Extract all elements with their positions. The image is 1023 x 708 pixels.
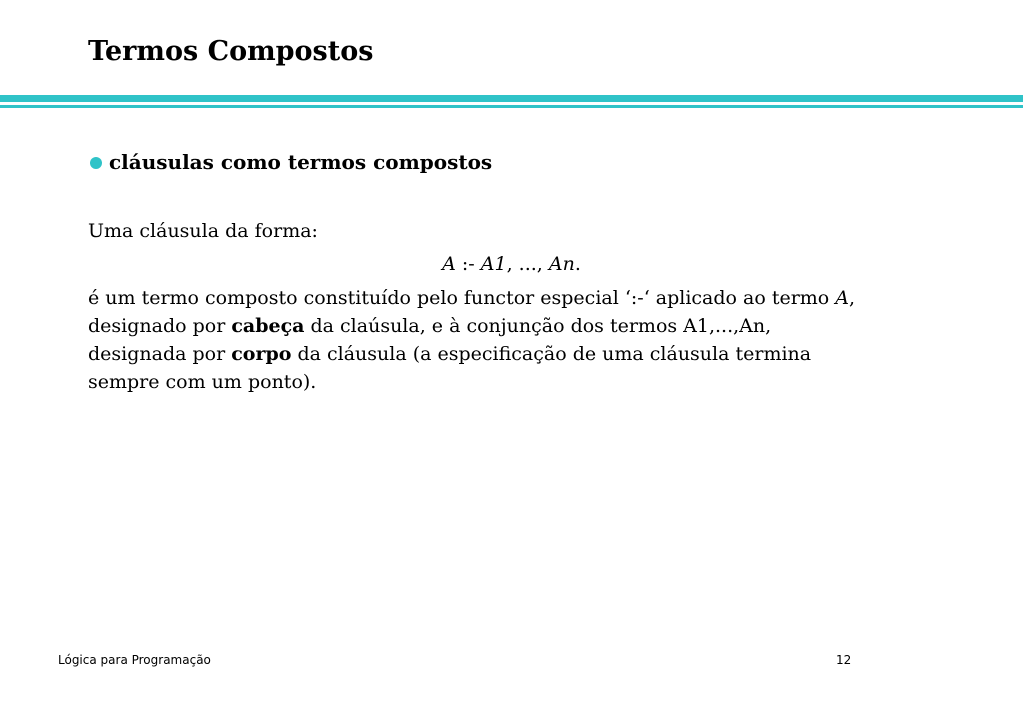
title-divider-thin [0,105,1023,108]
paragraph-line-1: é um termo composto constituído pelo functor especial ‘:-‘ aplicado ao termo A, [88,287,856,309]
title-divider-thick [0,95,1023,102]
bullet-dot-icon [90,157,102,169]
formula-first-goal: A1 [480,253,507,275]
bullet-item [90,150,492,174]
paragraph-line-3: designada por corpo da cláusula (a especificação de uma cláusula termina [88,343,812,365]
footer-course-name: Lógica para Programação [58,653,211,667]
formula-terminator: . [574,253,581,275]
formula-neck: :- [455,253,481,275]
paragraph-line-2: designado por cabeça da claúsula, e à conjunção dos termos A1,...,An, [88,315,772,337]
slide-title: Termos Compostos [88,36,374,67]
formula-last-goal: An [548,253,575,275]
paragraph-line-4: sempre com um ponto). [88,371,317,393]
clause-formula [0,250,1023,278]
intro-text: Uma cláusula da forma: [88,220,318,242]
term-cabeca: cabeça [231,315,305,337]
term-a: A [835,287,850,309]
bullet-text: cláusulas como termos compostos [109,150,493,174]
explanation-paragraph [88,284,855,396]
term-corpo: corpo [231,343,292,365]
formula-ellipsis: , ..., [506,253,549,275]
footer-page-number: 12 [836,653,852,667]
formula-head: A [442,253,456,275]
